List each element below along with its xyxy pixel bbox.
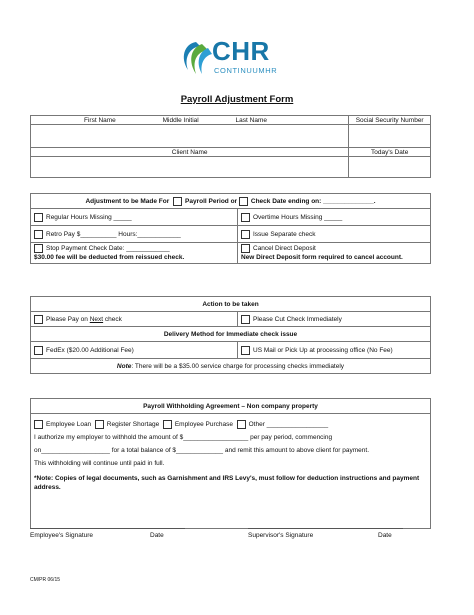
service-charge-note xyxy=(31,359,431,374)
legal-documents-note: *Note: Copies of legal documents, such as Garnishment and IRS Levy's, must follow for deduction instructions and payment address. xyxy=(34,475,420,491)
delivery-row xyxy=(31,342,431,359)
fedex-label: FedEx ($20.00 Additional Fee) xyxy=(46,346,134,354)
cancel-deposit-note: New Direct Deposit form required to cancel account. xyxy=(241,253,403,261)
name-labels-cell xyxy=(31,116,349,125)
logo-swirl-icon xyxy=(178,38,214,78)
stop-payment-fee-note: $30.00 fee will be deducted from reissued check. xyxy=(34,253,185,261)
overtime-hours-label: Overtime Hours Missing _____ xyxy=(253,213,343,221)
client-name-label: Client Name xyxy=(31,148,349,157)
adjustment-heading-row xyxy=(31,194,431,209)
cancel-deposit-label: Cancel Direct Deposit xyxy=(253,245,316,253)
employee-loan-label: Employee Loan xyxy=(46,421,92,428)
stop-payment-label: Stop Payment Check Date: ____________ xyxy=(46,245,170,253)
pay-next-emphasis: Next xyxy=(89,315,104,323)
us-mail-cell xyxy=(238,342,431,359)
fedex-checkbox[interactable] xyxy=(34,346,43,355)
cut-check-label: Please Cut Check Immediately xyxy=(253,315,342,323)
overtime-hours-checkbox[interactable] xyxy=(241,213,250,222)
cancel-deposit-checkbox[interactable] xyxy=(241,244,250,253)
pay-next-cell xyxy=(31,312,238,327)
regular-hours-label: Regular Hours Missing _____ xyxy=(46,213,132,221)
us-mail-checkbox[interactable] xyxy=(241,346,250,355)
middle-initial-label: Middle Initial xyxy=(162,116,199,124)
todays-date-field[interactable] xyxy=(349,157,431,178)
name-input-row xyxy=(31,125,431,148)
note-label: Note xyxy=(116,362,132,370)
separate-check-checkbox[interactable] xyxy=(241,230,250,239)
employee-purchase-checkbox[interactable] xyxy=(163,420,172,429)
separate-check-label: Issue Separate check xyxy=(253,230,316,238)
adjustment-heading xyxy=(31,194,431,209)
employee-info-table xyxy=(30,115,431,178)
withholding-heading: Payroll Withholding Agreement – Non company property xyxy=(31,399,431,414)
authorization-line-3: This withholding will continue until paid in full. xyxy=(34,460,165,467)
employee-signature-line[interactable] xyxy=(30,528,185,529)
name-field[interactable] xyxy=(31,125,349,148)
ssn-label: Social Security Number xyxy=(349,116,431,125)
employee-signature-label: Employee's Signature xyxy=(30,532,94,539)
note-row xyxy=(31,359,431,374)
logo-subtitle: CONTINUUMHR xyxy=(214,66,278,75)
regular-hours-cell xyxy=(31,209,238,226)
authorization-line-2: on___________________ for a total balance of $_____________ and remit this amount to above client for payment. xyxy=(34,447,370,454)
register-shortage-label: Register Shortage xyxy=(106,421,160,428)
other-checkbox[interactable] xyxy=(237,420,246,429)
authorization-line-1: I authorize my employer to withhold the amount of $__________________ per pay period, commencing xyxy=(34,434,333,441)
employee-loan-checkbox[interactable] xyxy=(34,420,43,429)
action-table xyxy=(30,296,431,374)
employee-date-label: Date xyxy=(150,532,164,539)
supervisor-signature-label: Supervisor's Signature xyxy=(248,532,314,539)
company-logo xyxy=(178,38,298,82)
retro-pay-checkbox[interactable] xyxy=(34,230,43,239)
pay-next-checkbox[interactable] xyxy=(34,315,43,324)
adjustment-table xyxy=(30,193,431,264)
name-header-row xyxy=(31,116,431,125)
action-row xyxy=(31,312,431,327)
stop-payment-checkbox[interactable] xyxy=(34,244,43,253)
other-label: Other _________________ xyxy=(248,421,329,428)
withholding-options xyxy=(34,418,427,431)
supervisor-signature-line[interactable] xyxy=(248,528,403,529)
delivery-heading-row xyxy=(31,327,431,342)
withholding-body-row xyxy=(31,414,431,529)
cancel-deposit-cell xyxy=(238,243,431,264)
employee-purchase-label: Employee Purchase xyxy=(174,421,233,428)
todays-date-label: Today's Date xyxy=(349,148,431,157)
cut-check-cell xyxy=(238,312,431,327)
cut-check-checkbox[interactable] xyxy=(241,315,250,324)
logo-name: CHR xyxy=(212,36,270,66)
ssn-field[interactable] xyxy=(349,125,431,148)
client-header-row xyxy=(31,148,431,157)
last-name-label: Last Name xyxy=(235,116,267,124)
overtime-hours-cell xyxy=(238,209,431,226)
action-heading: Action to be taken xyxy=(31,297,431,312)
retro-pay-cell xyxy=(31,226,238,243)
form-code: CM/PR 06/15 xyxy=(30,577,61,583)
form-title: Payroll Adjustment Form xyxy=(180,94,294,105)
withholding-body xyxy=(31,414,431,529)
adjustment-row-2 xyxy=(31,226,431,243)
adjustment-row-1 xyxy=(31,209,431,226)
delivery-heading: Delivery Method for Immediate check issue xyxy=(31,327,431,342)
payroll-period-checkbox[interactable] xyxy=(173,197,182,206)
payroll-period-label: Payroll Period or xyxy=(185,197,238,205)
first-name-label: First Name xyxy=(84,116,116,124)
adjustment-row-3 xyxy=(31,243,431,264)
stop-payment-cell xyxy=(31,243,238,264)
pay-next-label-end: check xyxy=(103,315,122,323)
retro-pay-label: Retro Pay $__________ Hours:____________ xyxy=(46,230,181,238)
regular-hours-checkbox[interactable] xyxy=(34,213,43,222)
check-date-label: Check Date ending on: ______________. xyxy=(250,197,376,205)
pay-next-label: Please Pay on xyxy=(46,315,90,323)
note-text: : There will be a $35.00 service charge for processing checks immediately xyxy=(131,362,345,370)
fedex-cell xyxy=(31,342,238,359)
withholding-heading-row xyxy=(31,399,431,414)
client-input-row xyxy=(31,157,431,178)
register-shortage-checkbox[interactable] xyxy=(95,420,104,429)
check-date-checkbox[interactable] xyxy=(239,197,248,206)
supervisor-date-label: Date xyxy=(378,532,392,539)
action-heading-row xyxy=(31,297,431,312)
us-mail-label: US Mail or Pick Up at processing office (No Fee) xyxy=(253,346,393,354)
separate-check-cell xyxy=(238,226,431,243)
client-name-field[interactable] xyxy=(31,157,349,178)
withholding-table xyxy=(30,398,431,529)
adjustment-heading-text: Adjustment to be Made For xyxy=(85,197,170,205)
